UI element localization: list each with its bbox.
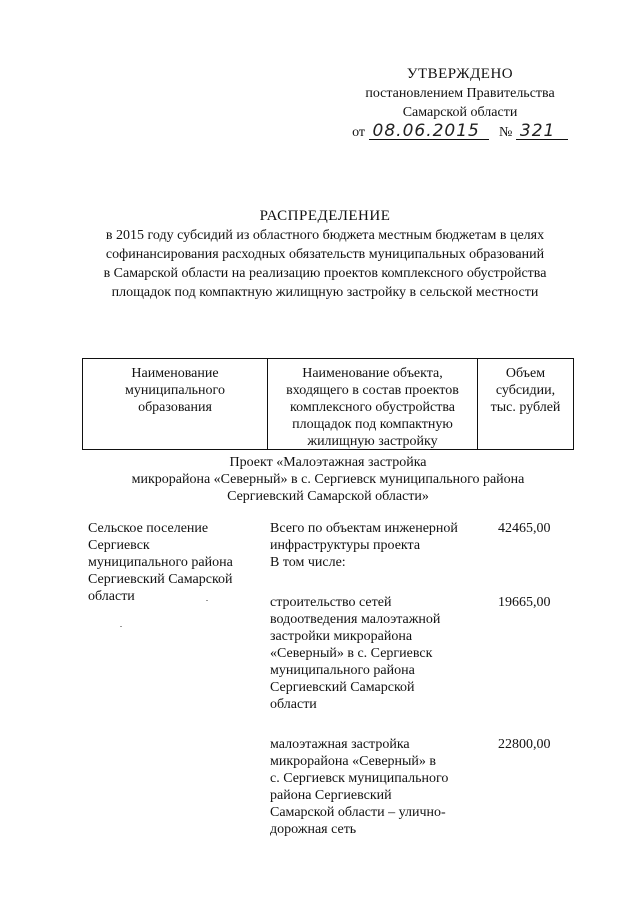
municipality-line: Сельское поселение: [88, 521, 209, 536]
scan-speck: [206, 600, 208, 601]
description-line: водоотведения малоэтажной: [270, 612, 441, 627]
description-line: «Северный» в с. Сергиевск: [270, 646, 433, 661]
object-description: [270, 736, 480, 838]
municipality-line: Сергиевский Самарской: [88, 572, 233, 587]
header-col-amount: [478, 359, 573, 449]
project-title: [82, 454, 574, 505]
header-text: тыс. рублей: [490, 400, 561, 415]
header-text: Наименование: [131, 366, 219, 381]
header-text: Объем: [505, 366, 546, 381]
number-handwritten: 321: [516, 123, 568, 140]
description-line: муниципального района: [270, 663, 415, 678]
description-line: дорожная сеть: [270, 822, 357, 837]
heading-line: софинансирования расходных обязательств муниципальных образований: [105, 247, 545, 262]
project-line: Сергиевский Самарской области»: [227, 489, 429, 504]
date-handwritten: 08.06.2015: [369, 123, 489, 140]
header-text: жилищную застройку: [307, 434, 438, 449]
object-description: [270, 594, 480, 713]
municipality-line: области: [88, 589, 135, 604]
object-description: [270, 520, 480, 571]
description-line: малоэтажная застройка: [270, 737, 410, 752]
header-text: комплексного обустройства: [290, 400, 455, 415]
heading-line: в 2015 году субсидий из областного бюджета местным бюджетам в целях: [105, 228, 545, 243]
header-text: субсидии,: [495, 383, 556, 398]
header-col-object: [268, 359, 478, 449]
description-line: Всего по объектам инженерной: [270, 521, 458, 536]
date-prefix: от: [352, 125, 366, 140]
heading-line: в Самарской области на реализацию проектов комплексного обустройства: [103, 266, 547, 281]
description-line: с. Сергиевск муниципального: [270, 771, 449, 786]
description-line: микрорайона «Северный» в: [270, 754, 437, 769]
subsidy-amount: 19665,00: [498, 595, 551, 610]
municipality-cell: [88, 520, 268, 605]
heading-title: РАСПРЕДЕЛЕНИЕ: [259, 208, 391, 224]
description-line: инфраструктуры проекта: [270, 538, 421, 553]
table-header: [82, 358, 574, 450]
description-line: строительство сетей: [270, 595, 392, 610]
municipality-line: муниципального района: [88, 555, 233, 570]
header-col-municipality: [83, 359, 268, 449]
header-text: Наименование объекта,: [302, 366, 443, 381]
project-line: Проект «Малоэтажная застройка: [229, 455, 427, 470]
subsidy-amount: 22800,00: [498, 737, 551, 752]
description-line: Самарской области – улично-: [270, 805, 446, 820]
subsidy-amount: 42465,00: [498, 521, 551, 536]
description-line: района Сергиевский: [270, 788, 392, 803]
header-text: муниципального: [125, 383, 225, 398]
description-line: области: [270, 697, 317, 712]
approval-block: [330, 66, 590, 142]
heading-line: площадок под компактную жилищную застройку в сельской местности: [111, 285, 539, 300]
project-line: микрорайона «Северный» в с. Сергиевск муниципального района: [131, 472, 525, 487]
approval-line-2: Самарской области: [402, 105, 518, 120]
header-text: входящего в состав проектов: [286, 383, 459, 398]
approval-date-line: [330, 123, 590, 142]
municipality-line: Сергиевск: [88, 538, 150, 553]
approval-line-1: постановлением Правительства: [365, 86, 555, 101]
number-prefix: №: [499, 125, 513, 140]
approval-title: УТВЕРЖДЕНО: [406, 66, 514, 82]
scan-speck: [120, 626, 122, 627]
description-line: В том числе:: [270, 555, 346, 570]
document-heading: [60, 208, 590, 303]
description-line: Сергиевский Самарской: [270, 680, 415, 695]
description-line: застройки микрорайона: [270, 629, 413, 644]
header-text: площадок под компактную: [292, 417, 453, 432]
header-text: образования: [138, 400, 212, 415]
